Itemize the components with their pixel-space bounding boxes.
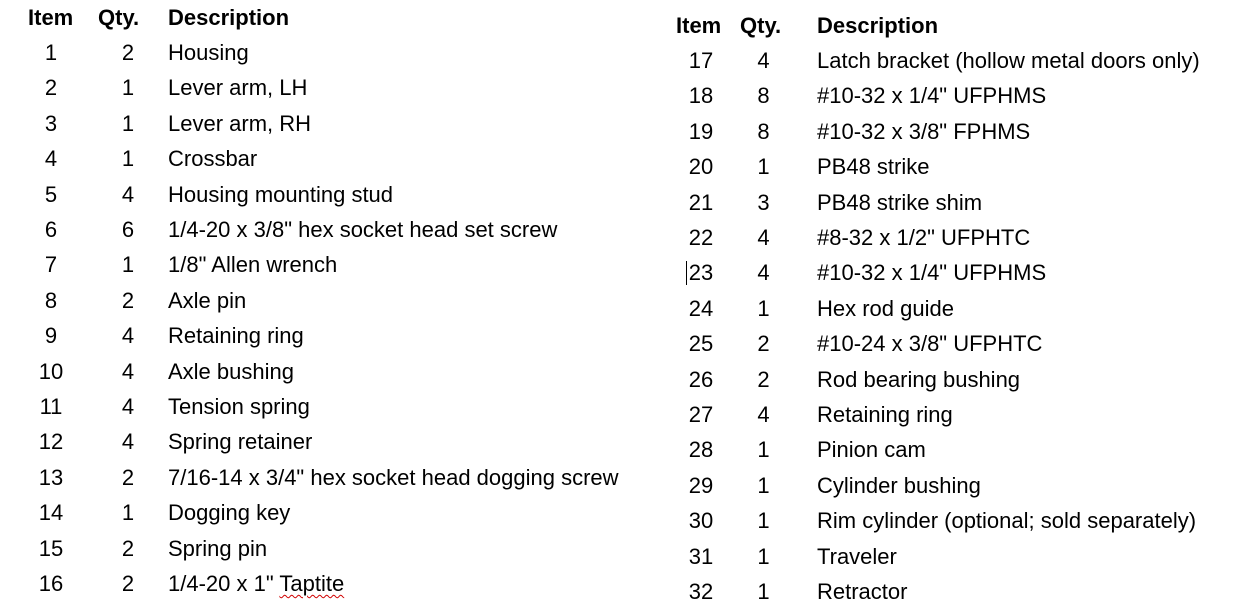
- parts-list-left: [28, 35, 619, 601]
- description-text: 1/4-20 x 3/8" hex socket head set screw: [168, 217, 558, 243]
- quantity-cell: 2: [121, 40, 135, 66]
- table-row: [28, 389, 619, 424]
- table-row: [28, 354, 619, 389]
- item-number-cell: 12: [38, 429, 64, 455]
- description-text: Dogging key: [168, 500, 291, 526]
- description-text: Crossbar: [168, 146, 258, 172]
- quantity-cell: 1: [757, 508, 770, 534]
- description-text: PB48 strike: [817, 154, 930, 180]
- table-row: [28, 319, 619, 354]
- table-header-row: [676, 8, 1200, 43]
- description-cell: [168, 106, 619, 141]
- table-row: [676, 150, 1200, 185]
- description-cell: [168, 283, 619, 318]
- table-row: [676, 468, 1200, 503]
- item-number-cell: 23: [688, 260, 714, 286]
- item-number-cell: 15: [38, 535, 64, 561]
- quantity-cell: 4: [757, 225, 770, 251]
- table-row: [28, 177, 619, 212]
- quantity-cell: 1: [757, 578, 770, 604]
- description-text: Retaining ring: [168, 323, 304, 349]
- table-row: [28, 425, 619, 460]
- quantity-cell: 2: [121, 464, 135, 490]
- description-text: Rod bearing bushing: [817, 366, 1021, 392]
- table-row: [28, 106, 619, 141]
- description-cell: [817, 256, 1200, 291]
- description-cell: [817, 327, 1200, 362]
- description-cell: [168, 212, 619, 247]
- description-cell: [168, 35, 619, 70]
- description-cell: [817, 362, 1200, 397]
- description-text: Hex rod guide: [817, 295, 954, 321]
- description-text: Latch bracket (hollow metal doors only): [817, 48, 1200, 74]
- description-cell: [168, 531, 619, 566]
- description-text: Lever arm, LH: [168, 75, 308, 101]
- table-row: [28, 142, 619, 177]
- quantity-cell: 1: [757, 154, 770, 180]
- description-cell: [168, 495, 619, 530]
- parts-table-right: [676, 8, 1200, 610]
- quantity-cell: 4: [757, 48, 770, 74]
- description-cell: [817, 397, 1200, 432]
- description-text: Spring pin: [168, 535, 268, 561]
- item-number-cell: 22: [688, 225, 714, 251]
- qty-column-header: Qty.: [98, 4, 140, 30]
- quantity-cell: 2: [121, 287, 135, 313]
- description-text: Axle pin: [168, 287, 247, 313]
- item-number-cell: 13: [38, 464, 64, 490]
- description-text: #10-32 x 1/4" UFPHMS: [817, 83, 1047, 109]
- description-cell: [817, 43, 1200, 78]
- quantity-cell: 2: [757, 366, 770, 392]
- item-number-cell: 10: [38, 358, 64, 384]
- table-row: [676, 256, 1200, 291]
- description-cell: [817, 574, 1200, 609]
- item-number-cell: 28: [688, 437, 714, 463]
- description-text: 1/4-20 x 1": [168, 570, 280, 596]
- table-row: [676, 539, 1200, 574]
- quantity-cell: 1: [121, 75, 135, 101]
- item-number-cell: 7: [44, 252, 58, 278]
- description-cell: [817, 291, 1200, 326]
- quantity-cell: 4: [121, 181, 135, 207]
- description-text: Tension spring: [168, 393, 310, 419]
- quantity-cell: 8: [757, 118, 770, 144]
- quantity-cell: 1: [757, 472, 770, 498]
- quantity-cell: 3: [757, 189, 770, 215]
- item-number-cell: 2: [44, 75, 58, 101]
- item-column-header: Item: [676, 12, 722, 38]
- description-cell: [168, 142, 619, 177]
- description-text: 1/8" Allen wrench: [168, 252, 338, 278]
- qty-column-header: Qty.: [740, 12, 782, 38]
- description-cell: [817, 150, 1200, 185]
- text-cursor: [686, 261, 687, 285]
- item-number-cell: 9: [44, 323, 58, 349]
- description-text: Lever arm, RH: [168, 110, 312, 136]
- item-number-cell: 4: [44, 146, 58, 172]
- table-row: [676, 433, 1200, 468]
- description-text: Traveler: [817, 543, 897, 569]
- table-row: [676, 79, 1200, 114]
- description-cell: [817, 114, 1200, 149]
- table-row: [676, 397, 1200, 432]
- quantity-cell: 1: [121, 500, 135, 526]
- description-cell: [168, 460, 619, 495]
- item-number-cell: 31: [688, 543, 714, 569]
- table-row: [28, 248, 619, 283]
- description-text: Retaining ring: [817, 401, 953, 427]
- table-row: [676, 362, 1200, 397]
- description-cell: [168, 425, 619, 460]
- item-number-cell: 1: [44, 40, 58, 66]
- spellcheck-flagged-word: Taptite: [279, 570, 345, 596]
- item-number-cell: 5: [44, 181, 58, 207]
- description-cell: [817, 539, 1200, 574]
- description-column-header: Description: [168, 4, 290, 30]
- description-text: #10-32 x 3/8" FPHMS: [817, 118, 1031, 144]
- item-number-cell: 16: [38, 570, 64, 596]
- description-cell: [817, 220, 1200, 255]
- item-number-cell: 17: [688, 48, 714, 74]
- quantity-cell: 1: [757, 295, 770, 321]
- description-cell: [168, 319, 619, 354]
- item-number-cell: 3: [44, 110, 58, 136]
- table-row: [676, 503, 1200, 538]
- table-row: [28, 495, 619, 530]
- parts-table-left: [28, 0, 619, 602]
- quantity-cell: 4: [757, 260, 770, 286]
- description-cell: [817, 503, 1200, 538]
- quantity-cell: 4: [121, 393, 135, 419]
- item-number-cell: 32: [688, 578, 714, 604]
- item-number-cell: 21: [688, 189, 714, 215]
- item-number-cell: 14: [38, 500, 64, 526]
- table-row: [676, 220, 1200, 255]
- description-cell: [168, 248, 619, 283]
- item-number-cell: 8: [44, 287, 58, 313]
- table-row: [28, 35, 619, 70]
- item-number-cell: 25: [688, 331, 714, 357]
- quantity-cell: 2: [121, 535, 135, 561]
- quantity-cell: 1: [121, 252, 135, 278]
- description-text: 7/16-14 x 3/4" hex socket head dogging screw: [168, 464, 619, 490]
- description-text: Rim cylinder (optional; sold separately): [817, 508, 1197, 534]
- table-header-row: [28, 0, 619, 35]
- quantity-cell: 4: [121, 358, 135, 384]
- description-column-header: Description: [817, 12, 939, 38]
- quantity-cell: 6: [121, 217, 135, 243]
- quantity-cell: 8: [757, 83, 770, 109]
- table-row: [676, 43, 1200, 78]
- quantity-cell: 2: [121, 570, 135, 596]
- description-text: #10-24 x 3/8" UFPHTC: [817, 331, 1043, 357]
- table-row: [676, 574, 1200, 609]
- quantity-cell: 4: [121, 429, 135, 455]
- item-number-cell: 27: [688, 401, 714, 427]
- item-number-cell: 18: [688, 83, 714, 109]
- item-number-cell: 19: [688, 118, 714, 144]
- item-number-cell: 11: [39, 393, 63, 419]
- description-text: Housing mounting stud: [168, 181, 394, 207]
- item-number-cell: 26: [688, 366, 714, 392]
- description-cell: [817, 433, 1200, 468]
- description-text: Pinion cam: [817, 437, 926, 463]
- item-number-cell: 30: [688, 508, 714, 534]
- item-number-cell: 6: [44, 217, 58, 243]
- table-row: [28, 566, 619, 601]
- description-cell: [817, 185, 1200, 220]
- table-row: [676, 114, 1200, 149]
- description-cell: [168, 71, 619, 106]
- table-row: [28, 71, 619, 106]
- description-cell: [168, 389, 619, 424]
- description-cell: [168, 177, 619, 212]
- table-row: [28, 531, 619, 566]
- table-row: [676, 185, 1200, 220]
- description-text: Axle bushing: [168, 358, 294, 384]
- description-text: Cylinder bushing: [817, 472, 981, 498]
- table-row: [28, 283, 619, 318]
- item-column-header: Item: [28, 4, 74, 30]
- quantity-cell: 2: [757, 331, 770, 357]
- quantity-cell: 4: [757, 401, 770, 427]
- quantity-cell: 1: [757, 437, 770, 463]
- description-text: #10-32 x 1/4" UFPHMS: [817, 260, 1047, 286]
- description-cell: [817, 468, 1200, 503]
- description-text: #8-32 x 1/2" UFPHTC: [817, 225, 1031, 251]
- description-cell: [817, 79, 1200, 114]
- quantity-cell: 1: [121, 146, 135, 172]
- table-row: [676, 291, 1200, 326]
- item-number-cell: 29: [688, 472, 714, 498]
- description-cell: [168, 354, 619, 389]
- table-row: [28, 460, 619, 495]
- table-row: [28, 212, 619, 247]
- quantity-cell: 1: [757, 543, 770, 569]
- item-number-cell: 20: [688, 154, 714, 180]
- item-number-cell: 24: [688, 295, 714, 321]
- parts-list-right: [676, 43, 1200, 609]
- quantity-cell: 1: [121, 110, 135, 136]
- description-text: Retractor: [817, 578, 908, 604]
- description-cell: [168, 566, 619, 601]
- description-text: Housing: [168, 40, 249, 66]
- description-text: PB48 strike shim: [817, 189, 983, 215]
- description-text: Spring retainer: [168, 429, 313, 455]
- quantity-cell: 4: [121, 323, 135, 349]
- table-row: [676, 327, 1200, 362]
